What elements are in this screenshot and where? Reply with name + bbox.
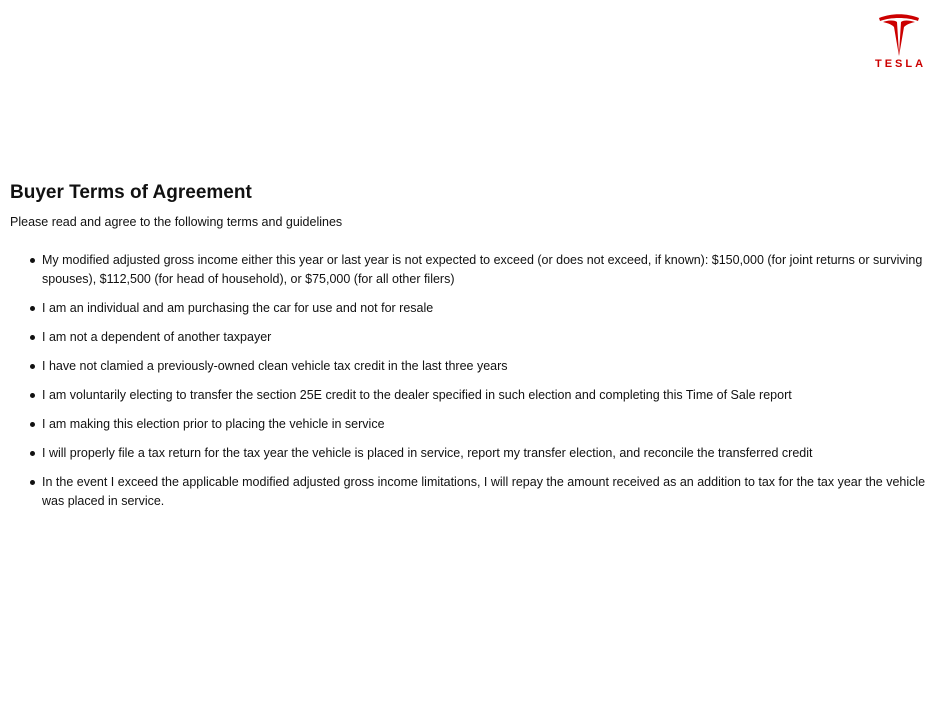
term-item (10, 386, 928, 405)
tesla-wordmark: TESLA (874, 58, 927, 70)
term-item (10, 328, 928, 347)
term-item (10, 251, 928, 289)
term-text: I am an individual and am purchasing the car for use and not for resale (42, 301, 434, 315)
term-item (10, 473, 928, 511)
term-item (10, 415, 928, 434)
bullet-icon (30, 335, 35, 340)
term-text: I have not clamied a previously-owned clean vehicle tax credit in the last three years (42, 359, 508, 373)
term-text: I am not a dependent of another taxpayer (42, 330, 272, 344)
bullet-icon (30, 451, 35, 456)
term-text: I am voluntarily electing to transfer the section 25E credit to the dealer specified in such election and completing this Time of Sale report (42, 388, 792, 402)
term-text: In the event I exceed the applicable modified adjusted gross income limitations, I will repay the amount received as an addition to tax for the tax year the vehicle was placed in service. (42, 475, 926, 508)
page-title: Buyer Terms of Agreement (10, 182, 252, 203)
bullet-icon (30, 422, 35, 427)
term-item (10, 299, 928, 318)
term-text: I am making this election prior to placing the vehicle in service (42, 417, 385, 431)
tesla-logo (870, 14, 928, 74)
bullet-icon (30, 258, 35, 263)
term-item (10, 444, 928, 463)
bullet-icon (30, 480, 35, 485)
term-text: My modified adjusted gross income either this year or last year is not expected to exceed (or does not exceed, if known): $150,000 (for joint returns or surviving spouses), $112,500 (for head of household), or $75,000 (for all other filers) (42, 253, 923, 286)
page-subtitle: Please read and agree to the following terms and guidelines (10, 215, 343, 229)
term-item (10, 357, 928, 376)
agreement-section (10, 180, 928, 521)
terms-list (10, 251, 928, 511)
bullet-icon (30, 393, 35, 398)
bullet-icon (30, 306, 35, 311)
term-text: I will properly file a tax return for the tax year the vehicle is placed in service, report my transfer election, and reconcile the transferred credit (42, 446, 813, 460)
tesla-logo-icon (877, 14, 921, 56)
bullet-icon (30, 364, 35, 369)
